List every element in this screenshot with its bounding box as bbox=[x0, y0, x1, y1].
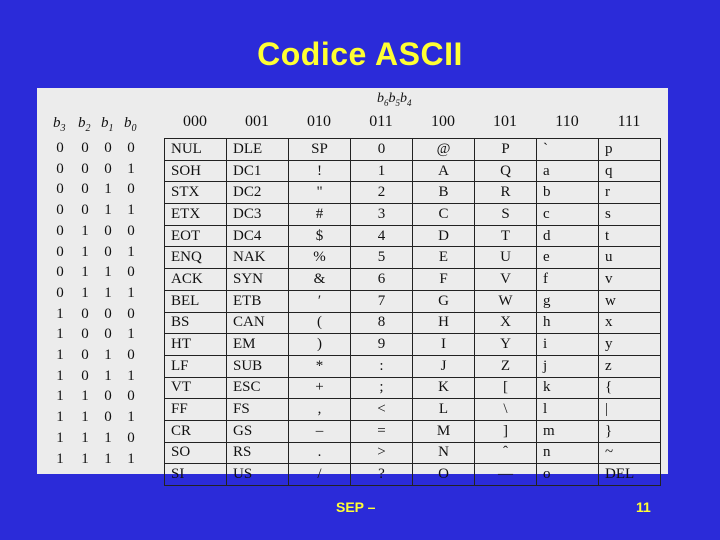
column-header: 111 bbox=[617, 113, 641, 130]
ascii-cell: * bbox=[289, 355, 351, 377]
ascii-cell: \ bbox=[475, 399, 537, 421]
ascii-cell: ˆ bbox=[475, 442, 537, 464]
row-bit-value: 1 bbox=[81, 222, 89, 239]
ascii-cell: CAN bbox=[227, 312, 289, 334]
row-bit-value: 1 bbox=[81, 264, 89, 281]
column-header: 010 bbox=[307, 113, 331, 130]
ascii-cell: ( bbox=[289, 312, 351, 334]
row-bit-value: 1 bbox=[127, 450, 135, 467]
ascii-cell: VT bbox=[165, 377, 227, 399]
table-row bbox=[165, 225, 661, 247]
row-bit-value: 0 bbox=[104, 140, 112, 156]
row-bit-value: 1 bbox=[81, 450, 89, 467]
ascii-cell: m bbox=[537, 420, 599, 442]
high-bits-header bbox=[377, 91, 412, 108]
ascii-cell: F bbox=[413, 269, 475, 291]
ascii-cell: — bbox=[475, 464, 537, 486]
row-bit-value: 1 bbox=[104, 347, 112, 363]
row-bit-value: 1 bbox=[56, 326, 64, 343]
ascii-cell: 6 bbox=[351, 269, 413, 291]
ascii-cell: f bbox=[537, 269, 599, 291]
ascii-cell: H bbox=[413, 312, 475, 334]
ascii-cell: LF bbox=[165, 355, 227, 377]
table-row bbox=[165, 204, 661, 226]
ascii-cell: : bbox=[351, 355, 413, 377]
row-bit-value: 1 bbox=[127, 160, 135, 177]
ascii-cell: [ bbox=[475, 377, 537, 399]
ascii-cell: 5 bbox=[351, 247, 413, 269]
row-bit-value: 0 bbox=[56, 222, 64, 239]
ascii-cell: O bbox=[413, 464, 475, 486]
ascii-cell: g bbox=[537, 290, 599, 312]
ascii-cell: SUB bbox=[227, 355, 289, 377]
row-bit-value: 1 bbox=[81, 284, 89, 301]
ascii-cell: ! bbox=[289, 160, 351, 182]
ascii-cell: D bbox=[413, 225, 475, 247]
row-bit-value: 0 bbox=[56, 202, 64, 219]
row-bit-value: 1 bbox=[104, 264, 112, 281]
row-bit-value: 0 bbox=[104, 160, 112, 177]
column-header: 011 bbox=[369, 113, 393, 130]
ascii-cell: C bbox=[413, 204, 475, 226]
row-bit-value: 1 bbox=[56, 409, 64, 426]
ascii-table-panel bbox=[37, 88, 668, 483]
ascii-cell: J bbox=[413, 355, 475, 377]
row-bit-value: 0 bbox=[127, 222, 135, 239]
ascii-cell: x bbox=[599, 312, 661, 334]
row-bit-value: 1 bbox=[104, 367, 112, 384]
ascii-cell: DC4 bbox=[227, 225, 289, 247]
row-bit-value: 1 bbox=[104, 450, 112, 467]
row-bit-value: 0 bbox=[56, 140, 64, 156]
row-bit-value: 0 bbox=[127, 305, 135, 322]
ascii-cell: ENQ bbox=[165, 247, 227, 269]
table-row bbox=[165, 420, 661, 442]
ascii-cell: I bbox=[413, 334, 475, 356]
ascii-cell: SI bbox=[165, 464, 227, 486]
row-bit-value: 0 bbox=[104, 388, 112, 405]
ascii-cell: ETX bbox=[165, 204, 227, 226]
row-bit-value: 1 bbox=[81, 243, 89, 260]
ascii-cell: { bbox=[599, 377, 661, 399]
row-bit-value: 0 bbox=[104, 305, 112, 322]
row-bit-value: 0 bbox=[56, 181, 64, 198]
ascii-cell: SO bbox=[165, 442, 227, 464]
ascii-cell: % bbox=[289, 247, 351, 269]
ascii-cell: | bbox=[599, 399, 661, 421]
ascii-cell: } bbox=[599, 420, 661, 442]
ascii-cell: > bbox=[351, 442, 413, 464]
ascii-cell: r bbox=[599, 182, 661, 204]
ascii-cell: EM bbox=[227, 334, 289, 356]
table-row bbox=[165, 355, 661, 377]
ascii-cell: < bbox=[351, 399, 413, 421]
ascii-cell: 4 bbox=[351, 225, 413, 247]
ascii-cell: b bbox=[537, 182, 599, 204]
slide-title: Codice ASCII bbox=[257, 36, 463, 72]
ascii-cell: s bbox=[599, 204, 661, 226]
ascii-cell: v bbox=[599, 269, 661, 291]
table-row bbox=[165, 290, 661, 312]
row-bit-value: 0 bbox=[81, 347, 89, 363]
row-bit-value: 0 bbox=[56, 160, 64, 177]
row-bit-value: 0 bbox=[56, 243, 64, 260]
ascii-cell: j bbox=[537, 355, 599, 377]
ascii-cell: 7 bbox=[351, 290, 413, 312]
row-bit-value: 1 bbox=[127, 284, 135, 301]
ascii-cell: Y bbox=[475, 334, 537, 356]
ascii-cell: R bbox=[475, 182, 537, 204]
ascii-cell: E bbox=[413, 247, 475, 269]
ascii-cell: ACK bbox=[165, 269, 227, 291]
ascii-cell: a bbox=[537, 160, 599, 182]
ascii-cell: RS bbox=[227, 442, 289, 464]
ascii-cell: 9 bbox=[351, 334, 413, 356]
row-bit-value: 1 bbox=[104, 181, 112, 198]
ascii-cell: 1 bbox=[351, 160, 413, 182]
row-bit-value: 0 bbox=[127, 140, 135, 156]
table-row bbox=[165, 377, 661, 399]
ascii-cell: ETB bbox=[227, 290, 289, 312]
row-bit-value: 0 bbox=[127, 429, 135, 446]
row-bit-value: 1 bbox=[127, 409, 135, 426]
ascii-cell: q bbox=[599, 160, 661, 182]
column-header: 001 bbox=[245, 113, 269, 130]
ascii-cell: 8 bbox=[351, 312, 413, 334]
row-bit-value: 0 bbox=[127, 181, 135, 198]
ascii-cell: @ bbox=[413, 139, 475, 161]
ascii-cell: A bbox=[413, 160, 475, 182]
ascii-cell: DC3 bbox=[227, 204, 289, 226]
row-bit-value: 1 bbox=[127, 367, 135, 384]
table-row bbox=[165, 442, 661, 464]
row-bit-value: 1 bbox=[127, 243, 135, 260]
ascii-cell: K bbox=[413, 377, 475, 399]
table-row bbox=[165, 269, 661, 291]
ascii-cell: h bbox=[537, 312, 599, 334]
table-row bbox=[165, 182, 661, 204]
row-bit-value: 1 bbox=[104, 429, 112, 446]
row-bit-value: 0 bbox=[81, 160, 89, 177]
column-header: 100 bbox=[431, 113, 455, 130]
ascii-cell: EOT bbox=[165, 225, 227, 247]
ascii-cell: ) bbox=[289, 334, 351, 356]
row-bit-value: 1 bbox=[56, 429, 64, 446]
row-bit-value: 0 bbox=[127, 347, 135, 363]
ascii-cell: Q bbox=[475, 160, 537, 182]
ascii-cell: US bbox=[227, 464, 289, 486]
ascii-cell: SYN bbox=[227, 269, 289, 291]
row-bit-value: 0 bbox=[56, 284, 64, 301]
ascii-cell: t bbox=[599, 225, 661, 247]
table-row bbox=[165, 247, 661, 269]
ascii-cell: NAK bbox=[227, 247, 289, 269]
ascii-cell: ] bbox=[475, 420, 537, 442]
row-bit-value: 1 bbox=[81, 409, 89, 426]
ascii-cell: ESC bbox=[227, 377, 289, 399]
row-bit-value: 0 bbox=[104, 222, 112, 239]
ascii-cell: V bbox=[475, 269, 537, 291]
ascii-cell: . bbox=[289, 442, 351, 464]
ascii-cell: X bbox=[475, 312, 537, 334]
ascii-cell: Z bbox=[475, 355, 537, 377]
ascii-cell: B bbox=[413, 182, 475, 204]
ascii-cell: S bbox=[475, 204, 537, 226]
bit-header-b0: $b_0$ bbox=[124, 115, 137, 134]
ascii-cell: DLE bbox=[227, 139, 289, 161]
ascii-cell: HT bbox=[165, 334, 227, 356]
ascii-cell: 3 bbox=[351, 204, 413, 226]
ascii-cell: + bbox=[289, 377, 351, 399]
ascii-cell: $ bbox=[289, 225, 351, 247]
ascii-cell: e bbox=[537, 247, 599, 269]
ascii-cell: d bbox=[537, 225, 599, 247]
row-bit-value: 1 bbox=[104, 202, 112, 219]
ascii-cell: c bbox=[537, 204, 599, 226]
row-bit-value: 0 bbox=[104, 326, 112, 343]
row-bit-value: 0 bbox=[127, 264, 135, 281]
ascii-cell: NUL bbox=[165, 139, 227, 161]
bit-header-b2: $b_2$ bbox=[78, 115, 91, 134]
row-bit-value: 0 bbox=[104, 409, 112, 426]
ascii-cell: & bbox=[289, 269, 351, 291]
row-bit-value: 1 bbox=[127, 326, 135, 343]
ascii-cell: BEL bbox=[165, 290, 227, 312]
ascii-cell: SP bbox=[289, 139, 351, 161]
row-bit-value: 1 bbox=[81, 388, 89, 405]
ascii-cell: # bbox=[289, 204, 351, 226]
ascii-cell: ′ bbox=[289, 290, 351, 312]
ascii-cell: n bbox=[537, 442, 599, 464]
table-row bbox=[165, 139, 661, 161]
ascii-cell: u bbox=[599, 247, 661, 269]
ascii-cell: DC1 bbox=[227, 160, 289, 182]
ascii-cell: ~ bbox=[599, 442, 661, 464]
ascii-cell: – bbox=[289, 420, 351, 442]
ascii-grid bbox=[164, 138, 661, 486]
row-bit-value: 1 bbox=[81, 429, 89, 446]
ascii-cell: p bbox=[599, 139, 661, 161]
ascii-cell: 0 bbox=[351, 139, 413, 161]
ascii-cell: FS bbox=[227, 399, 289, 421]
row-bit-value: 0 bbox=[81, 202, 89, 219]
ascii-cell: FF bbox=[165, 399, 227, 421]
table-row bbox=[165, 312, 661, 334]
row-bit-value: 1 bbox=[56, 367, 64, 384]
row-bit-value: 1 bbox=[56, 388, 64, 405]
row-bit-value: 1 bbox=[127, 202, 135, 219]
footer-label: SEP – bbox=[336, 499, 376, 515]
row-bit-value: 0 bbox=[127, 388, 135, 405]
high-bits-header-label: $b_6b_5b_4$ bbox=[377, 91, 412, 108]
page-number: 11 bbox=[636, 499, 651, 515]
ascii-cell: STX bbox=[165, 182, 227, 204]
row-bit-value: 0 bbox=[81, 326, 89, 343]
row-bit-value: 0 bbox=[81, 305, 89, 322]
ascii-cell: N bbox=[413, 442, 475, 464]
row-bit-value: 0 bbox=[56, 264, 64, 281]
table-row bbox=[165, 464, 661, 486]
ascii-cell: i bbox=[537, 334, 599, 356]
ascii-cell: l bbox=[537, 399, 599, 421]
row-bit-value: 0 bbox=[81, 367, 89, 384]
ascii-cell: k bbox=[537, 377, 599, 399]
row-bit-value: 1 bbox=[56, 305, 64, 322]
ascii-cell: M bbox=[413, 420, 475, 442]
column-header: 110 bbox=[555, 113, 579, 130]
ascii-cell: SOH bbox=[165, 160, 227, 182]
ascii-cell: BS bbox=[165, 312, 227, 334]
bit-header-b1: $b_1$ bbox=[101, 115, 114, 134]
ascii-cell: = bbox=[351, 420, 413, 442]
ascii-cell: U bbox=[475, 247, 537, 269]
table-row bbox=[165, 160, 661, 182]
ascii-cell: z bbox=[599, 355, 661, 377]
row-bit-value: 0 bbox=[81, 181, 89, 198]
row-bit-value: 1 bbox=[56, 450, 64, 467]
ascii-cell: 2 bbox=[351, 182, 413, 204]
ascii-cell: y bbox=[599, 334, 661, 356]
row-bit-value: 1 bbox=[56, 347, 64, 363]
row-bit-value: 0 bbox=[81, 140, 89, 156]
table-row bbox=[165, 399, 661, 421]
ascii-cell: DEL bbox=[599, 464, 661, 486]
bit-header-b3: $b_3$ bbox=[53, 115, 66, 134]
ascii-cell: P bbox=[475, 139, 537, 161]
ascii-cell: ? bbox=[351, 464, 413, 486]
ascii-cell: , bbox=[289, 399, 351, 421]
row-bit-value: 1 bbox=[104, 284, 112, 301]
ascii-cell: T bbox=[475, 225, 537, 247]
ascii-cell: o bbox=[537, 464, 599, 486]
column-header: 000 bbox=[183, 113, 207, 130]
column-header: 101 bbox=[493, 113, 517, 130]
ascii-cell: DC2 bbox=[227, 182, 289, 204]
ascii-cell: W bbox=[475, 290, 537, 312]
row-bit-value: 0 bbox=[104, 243, 112, 260]
table-row bbox=[165, 334, 661, 356]
ascii-cell: ; bbox=[351, 377, 413, 399]
ascii-cell: GS bbox=[227, 420, 289, 442]
ascii-cell: ` bbox=[537, 139, 599, 161]
ascii-cell: / bbox=[289, 464, 351, 486]
ascii-cell: G bbox=[413, 290, 475, 312]
ascii-cell: L bbox=[413, 399, 475, 421]
ascii-cell: w bbox=[599, 290, 661, 312]
ascii-cell: CR bbox=[165, 420, 227, 442]
ascii-cell: " bbox=[289, 182, 351, 204]
